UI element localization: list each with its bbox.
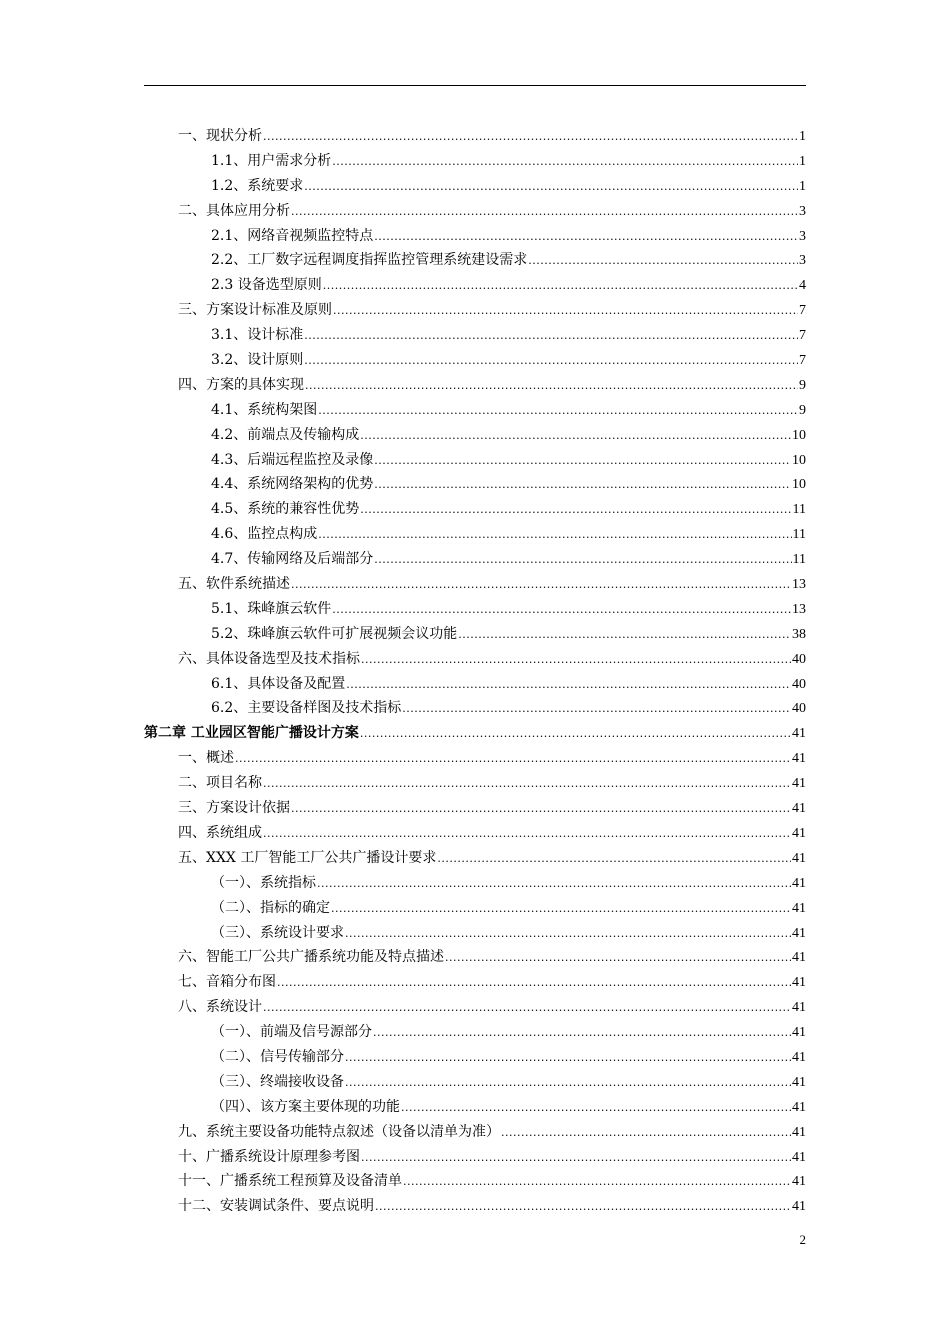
toc-entry-page: 3 [799,253,806,269]
toc-entry-page: 41 [792,776,806,792]
toc-entry-title: （二）、信号传输部分 [211,1048,344,1065]
toc-entry[interactable] [144,1070,806,1095]
toc-entry-page: 41 [792,1124,806,1140]
toc-entry[interactable] [144,846,806,871]
toc-dot-leader [333,298,798,323]
toc-dot-leader [291,796,791,821]
toc-entry-page: 40 [792,701,806,717]
toc-entry[interactable] [144,821,806,846]
toc-dot-leader [263,995,791,1020]
toc-entry-page: 40 [792,676,806,692]
toc-dot-leader [375,1194,791,1219]
toc-dot-leader [346,672,791,697]
toc-entry-title: 十二、安装调试条件、要点说明 [178,1198,374,1215]
toc-entry[interactable] [144,124,806,149]
toc-entry-page: 41 [792,1099,806,1115]
toc-dot-leader [318,398,798,423]
page-number: 2 [799,1232,806,1247]
toc-entry[interactable] [144,398,806,423]
toc-dot-leader [263,771,791,796]
toc-dot-leader [304,348,798,373]
toc-dot-leader [374,448,791,473]
toc-dot-leader [318,522,791,547]
toc-entry[interactable] [144,174,806,199]
toc-dot-leader [360,423,791,448]
toc-entry-page: 41 [792,975,806,991]
toc-entry[interactable] [144,572,806,597]
toc-entry-page: 7 [799,328,806,344]
toc-entry[interactable] [144,323,806,348]
toc-entry[interactable] [144,423,806,448]
toc-entry-title: （二）、指标的确定 [211,899,330,916]
toc-dot-leader [501,1120,791,1145]
toc-entry-page: 13 [792,577,806,593]
toc-entry-title: 4.3、后端远程监控及录像 [211,451,374,468]
toc-entry[interactable] [144,746,806,771]
toc-entry-title: 4.6、监控点构成 [211,526,318,543]
toc-dot-leader [345,1045,791,1070]
toc-entry[interactable] [144,547,806,572]
toc-entry[interactable] [144,945,806,970]
toc-entry[interactable] [144,373,806,398]
toc-entry[interactable] [144,871,806,896]
toc-entry-page: 10 [792,427,806,443]
toc-entry-page: 11 [792,527,806,543]
toc-dot-leader [291,572,791,597]
toc-entry-page: 41 [792,950,806,966]
toc-entry-page: 41 [792,900,806,916]
toc-dot-leader [373,1020,791,1045]
toc-entry-title: 4.7、传输网络及后端部分 [211,551,374,568]
toc-entry-page: 9 [799,402,806,418]
toc-dot-leader [401,1095,791,1120]
toc-entry-title: 4.4、系统网络架构的优势 [211,476,374,493]
toc-entry-title: （一）、系统指标 [211,874,316,891]
toc-dot-leader [360,721,791,746]
toc-entry[interactable] [144,1169,806,1194]
toc-dot-leader [361,647,791,672]
toc-entry-title: 5.1、珠峰旗云软件 [211,600,332,617]
toc-dot-leader [361,1145,791,1170]
toc-entry-page: 4 [799,278,806,294]
toc-dot-leader [437,846,791,871]
toc-entry[interactable] [144,696,806,721]
toc-entry[interactable] [144,970,806,995]
toc-entry-page: 7 [799,303,806,319]
toc-entry-title: 4.1、系统构架图 [211,401,318,418]
toc-entry[interactable] [144,896,806,921]
toc-entry-page: 41 [792,751,806,767]
toc-entry-page: 13 [792,601,806,617]
toc-entry[interactable] [144,1145,806,1170]
toc-dot-leader [305,373,798,398]
toc-entry-title: 五、XXX 工厂智能工厂公共广播设计要求 [178,849,437,866]
toc-entry-title: 一、概述 [178,750,234,767]
toc-dot-leader [360,497,791,522]
toc-entry-page: 41 [792,1025,806,1041]
toc-entry-page: 41 [792,850,806,866]
toc-entry-title: 2.1、网络音视频监控特点 [211,227,374,244]
toc-entry-page: 3 [799,228,806,244]
toc-dot-leader [345,1070,791,1095]
toc-entry-title: （一）、前端及信号源部分 [211,1024,372,1041]
toc-dot-leader [304,174,798,199]
toc-entry-page: 41 [792,1074,806,1090]
toc-entry-title: 二、项目名称 [178,775,262,792]
toc-entry-title: 3.2、设计原则 [211,352,304,369]
toc-entry[interactable] [144,298,806,323]
toc-entry-title: 2.3 设备选型原则 [211,277,322,294]
toc-entry[interactable] [144,1095,806,1120]
toc-dot-leader [458,622,791,647]
toc-dot-leader [402,696,791,721]
toc-entry[interactable] [144,522,806,547]
toc-entry-title: 三、方案设计依据 [178,800,290,817]
toc-entry-title: 3.1、设计标准 [211,327,304,344]
toc-entry-title: 四、系统组成 [178,824,262,841]
toc-dot-leader [374,547,791,572]
toc-entry[interactable] [144,348,806,373]
toc-dot-leader [323,273,798,298]
toc-entry-title: 6.1、具体设备及配置 [211,675,346,692]
toc-chapter-entry[interactable] [144,721,806,746]
toc-entry-page: 10 [792,477,806,493]
toc-entry[interactable] [144,149,806,174]
toc-entry[interactable] [144,224,806,249]
toc-dot-leader [332,597,791,622]
toc-entry-title: （三）、系统设计要求 [211,924,344,941]
toc-entry-page: 41 [792,1174,806,1190]
toc-entry-title: 1.2、系统要求 [211,177,304,194]
toc-dot-leader [374,472,791,497]
toc-entry[interactable] [144,497,806,522]
toc-dot-leader [291,199,798,224]
toc-entry-title: 一、现状分析 [178,128,262,144]
toc-entry[interactable] [144,622,806,647]
toc-entry[interactable] [144,597,806,622]
toc-entry-page: 41 [792,825,806,841]
toc-entry-page: 7 [799,353,806,369]
toc-entry-title: 六、具体设备选型及技术指标 [178,650,360,667]
toc-entry-page: 41 [792,875,806,891]
toc-entry-title: 2.2、工厂数字远程调度指挥监控管理系统建设需求 [211,252,528,269]
toc-dot-leader [304,323,798,348]
toc-entry[interactable] [144,1045,806,1070]
toc-entry-title: 十一、广播系统工程预算及设备清单 [178,1173,402,1190]
toc-dot-leader [445,945,791,970]
toc-entry-page: 1 [799,153,806,169]
toc-entry[interactable] [144,472,806,497]
toc-entry[interactable] [144,995,806,1020]
toc-entry[interactable] [144,199,806,224]
toc-entry-title: 八、系统设计 [178,999,262,1016]
toc-entry-page: 9 [799,377,806,393]
toc-entry-page: 41 [792,1000,806,1016]
toc-entry-title: （四）、该方案主要体现的功能 [211,1098,400,1115]
toc-dot-leader [345,921,791,946]
toc-entry-page: 41 [792,1049,806,1065]
toc-entry[interactable] [144,248,806,273]
toc-entry-page: 11 [792,502,806,518]
toc-dot-leader [331,896,791,921]
toc-dot-leader [277,970,791,995]
toc-entry-page: 1 [799,129,806,144]
toc-entry-title: 九、系统主要设备功能特点叙述（设备以清单为准） [178,1123,500,1140]
toc-dot-leader [235,746,791,771]
toc-entry[interactable] [144,1120,806,1145]
toc-dot-leader [263,124,798,149]
toc-entry-page: 11 [792,552,806,568]
toc-entry[interactable] [144,1194,806,1219]
header-rule [144,85,806,86]
toc-entry-title: 4.5、系统的兼容性优势 [211,501,360,518]
toc-entry[interactable] [144,921,806,946]
toc-entry-title: 三、方案设计标准及原则 [178,302,332,319]
toc-entry[interactable] [144,771,806,796]
toc-entry-title: 十、广播系统设计原理参考图 [178,1148,360,1165]
toc-entry-page: 41 [792,1149,806,1165]
toc-entry-title: 5.2、珠峰旗云软件可扩展视频会议功能 [211,625,458,642]
toc-entry-page: 41 [792,1199,806,1215]
toc-entry-page: 38 [792,626,806,642]
toc-dot-leader [317,871,791,896]
toc-entry[interactable] [144,796,806,821]
toc-entry[interactable] [144,672,806,697]
toc-entry-title: 二、具体应用分析 [178,202,290,219]
toc-dot-leader [263,821,791,846]
toc-entry-title: （三）、终端接收设备 [211,1073,344,1090]
toc-entry-page: 41 [792,726,806,742]
toc-entry[interactable] [144,273,806,298]
toc-entry-title: 六、智能工厂公共广播系统功能及特点描述 [178,949,444,966]
toc-entry-page: 40 [792,651,806,667]
toc-entry-title: 五、软件系统描述 [178,576,290,593]
toc-entry-title: 1.1、用户需求分析 [211,152,332,169]
toc-dot-leader [403,1169,791,1194]
toc-dot-leader [528,248,798,273]
toc-dot-leader [374,224,798,249]
toc-entry-page: 41 [792,925,806,941]
toc-entry-page: 3 [799,203,806,219]
toc-entry-page: 41 [792,801,806,817]
toc-entry-title: 4.2、前端点及传输构成 [211,426,360,443]
toc-entry[interactable] [144,647,806,672]
table-of-contents [144,124,806,1219]
toc-entry[interactable] [144,1020,806,1045]
toc-entry-title: 第二章 工业园区智能广播设计方案 [144,725,359,742]
toc-entry-title: 6.2、主要设备样图及技术指标 [211,700,402,717]
toc-dot-leader [332,149,798,174]
toc-entry-page: 10 [792,452,806,468]
toc-entry-page: 1 [799,178,806,194]
toc-entry-title: 四、方案的具体实现 [178,376,304,393]
toc-entry[interactable] [144,448,806,473]
toc-entry-title: 七、音箱分布图 [178,974,276,991]
